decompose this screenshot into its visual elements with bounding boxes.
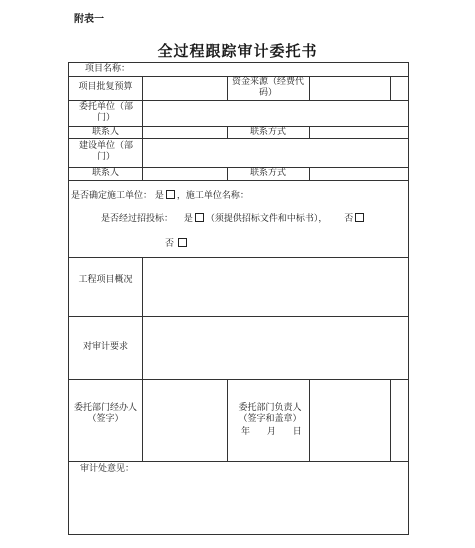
bidding-question: [101, 213, 366, 225]
annex-label: 附表一: [74, 14, 104, 25]
construction-no-label: 否: [165, 239, 175, 249]
date-year: 年: [241, 427, 251, 437]
construction-unit-label: 建设单位（部门）: [78, 141, 133, 162]
bidding-note: （须提供招标文件和中标书），: [205, 214, 328, 224]
entrusting-unit-label: 委托单位（部门）: [78, 102, 133, 123]
contact-label-1: 联系人: [91, 127, 119, 137]
bidding-yes-checkbox[interactable]: [195, 213, 204, 222]
contact-method-label-1: 联系方式: [249, 127, 286, 137]
bidding-question-label: 是否经过招投标：: [101, 214, 174, 224]
fund-source-label: 资金来源（经费代码）: [231, 77, 304, 98]
audit-requirements-label: 对审计要求: [82, 342, 128, 352]
construction-yes-label: 是: [154, 191, 164, 201]
date-day: 日: [292, 427, 302, 437]
signature-date: [241, 427, 302, 438]
construction-company-label: ，施工单位名称：: [176, 191, 249, 201]
audit-office-opinion-label: 审计处意见：: [80, 464, 135, 474]
project-name-label: 项目名称：: [85, 64, 131, 74]
head-signature-label: 委托部门负责人（签字和盖章）: [238, 403, 302, 424]
contact-label-2: 联系人: [91, 168, 119, 178]
contact-method-label-2: 联系方式: [249, 168, 286, 178]
construction-question-label: 是否确定施工单位：: [71, 191, 153, 201]
handler-signature-label: 委托部门经办人（签字）: [74, 403, 138, 424]
construction-no-checkbox[interactable]: [178, 238, 187, 247]
bidding-yes-label: 是: [183, 214, 193, 224]
project-overview-label: 工程项目概况: [78, 275, 133, 285]
bidding-no-checkbox[interactable]: [355, 213, 364, 222]
construction-question: [71, 190, 249, 202]
construction-yes-checkbox[interactable]: [166, 190, 175, 199]
form-title: 全过程跟踪审计委托书: [157, 42, 318, 60]
entrustment-form: [68, 62, 409, 535]
construction-no: [165, 238, 189, 250]
approved-budget-label: 项目批复预算: [78, 82, 133, 92]
date-month: 月: [266, 427, 276, 437]
bidding-no-label: 否: [344, 214, 354, 224]
